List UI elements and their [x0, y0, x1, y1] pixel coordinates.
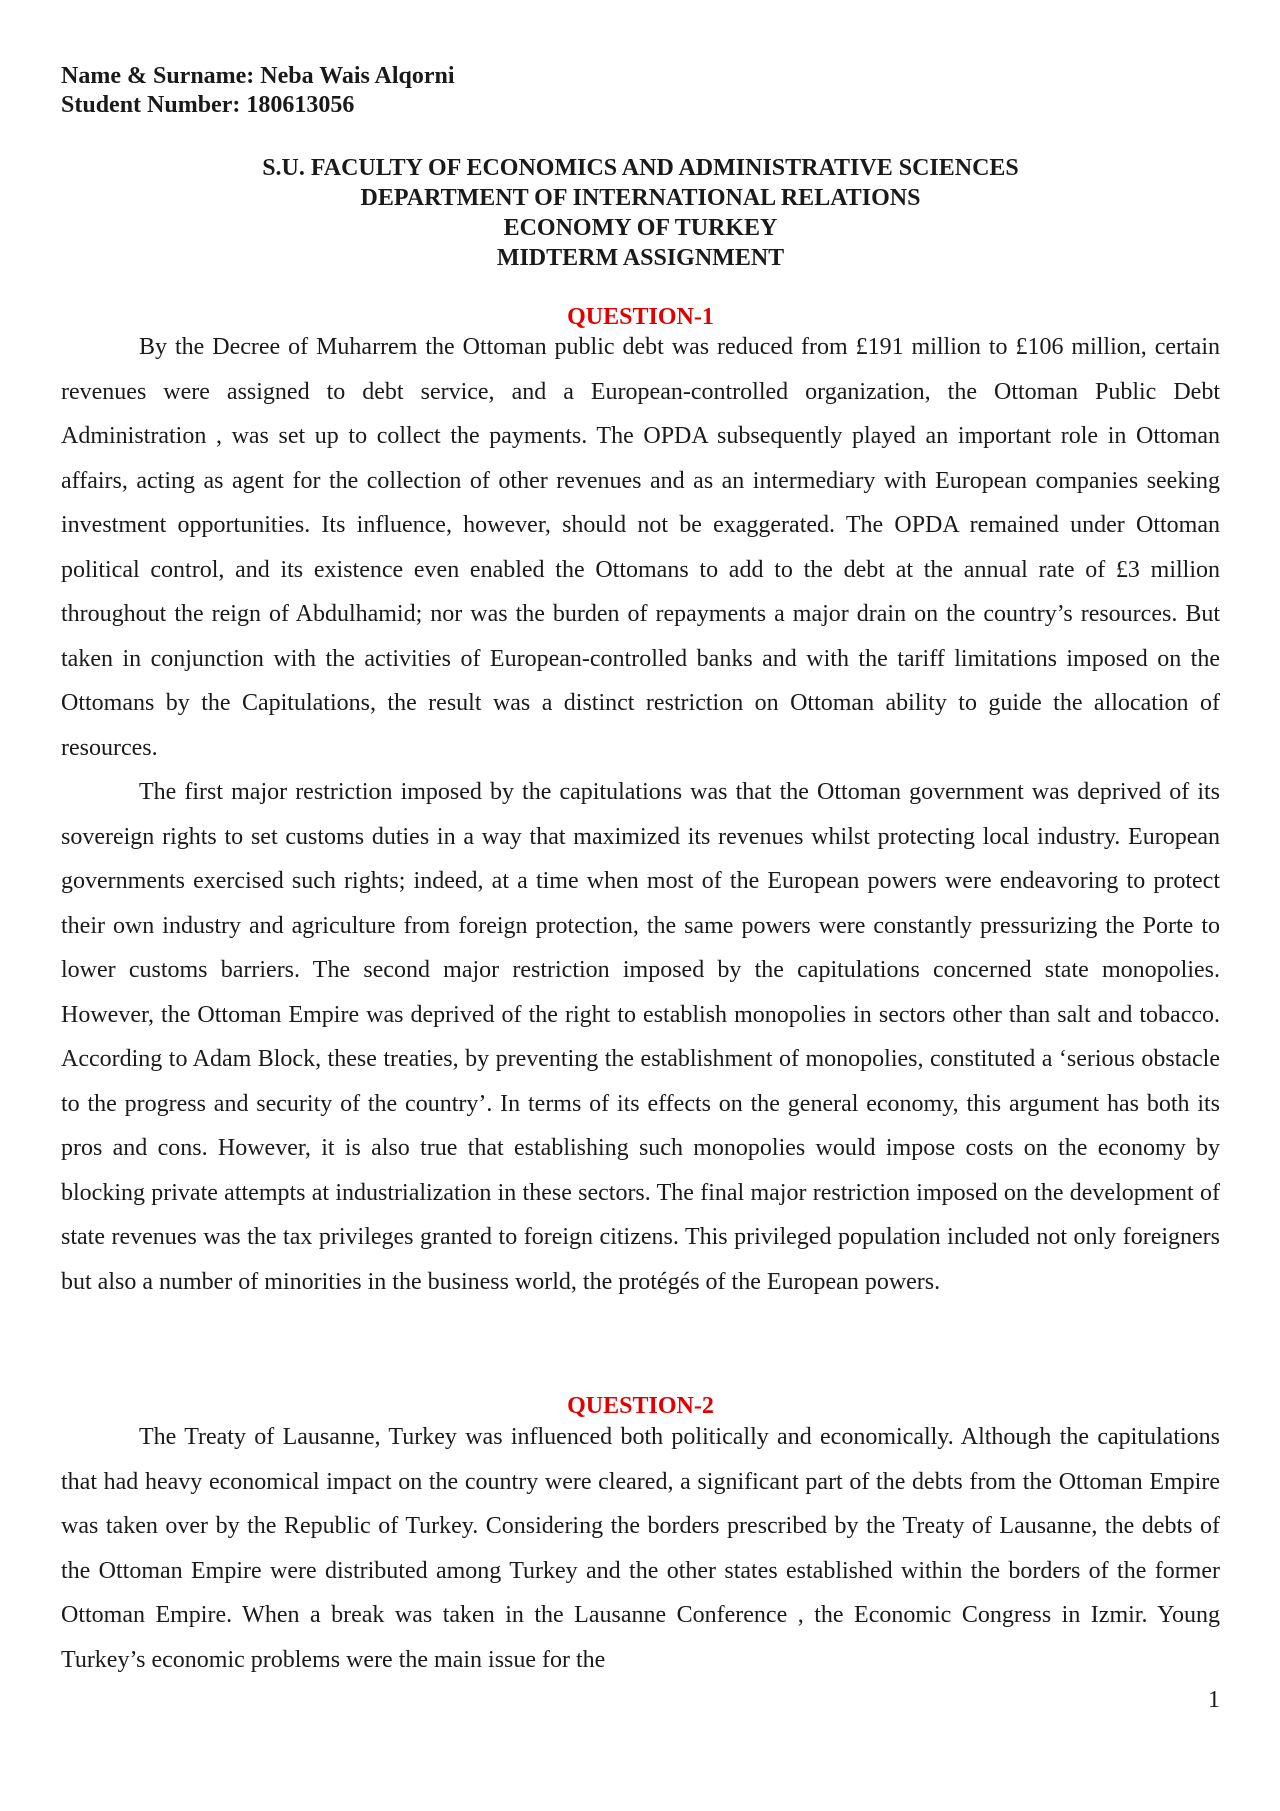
question-2-body [61, 1415, 1220, 1682]
faculty-title: S.U. FACULTY OF ECONOMICS AND ADMINISTRATIVE SCIENCES [262, 155, 1019, 181]
question-2-paragraph-1: The Treaty of Lausanne, Turkey was influenced both politically and economically. Although the capitulations that had heavy economical impact on the country were cleared, a significant part of the debts from the Ottoman Empire was taken over by the Republic of Turkey. Considering the borders prescribed by the Treaty of Lausanne, the debts of the Ottoman Empire were distributed among Turkey and the other states established within the borders of the former Ottoman Empire. When a break was taken in the Lausanne Conference , the Economic Congress in Izmir. Young Turkey’s economic problems were the main issue for the [61, 1424, 1220, 1673]
document-header [61, 153, 1220, 273]
question-1-paragraph-1: By the Decree of Muharrem the Ottoman public debt was reduced from £191 million to £106 million, certain revenues were assigned to debt service, and a European-controlled organization, the Ottoman Public Debt Administration , was set up to collect the payments. The OPDA subsequently played an important role in Ottoman affairs, acting as agent for the collection of other revenues and as an intermediary with European companies seeking investment opportunities. Its influence, however, should not be exaggerated. The OPDA remained under Ottoman political control, and its existence even enabled the Ottomans to add to the debt at the annual rate of £3 million throughout the reign of Abdulhamid; nor was the burden of repayments a major drain on the country’s resources. But taken in conjunction with the activities of European-controlled banks and with the tariff limitations imposed on the Ottomans by the Capitulations, the result was a distinct restriction on Ottoman ability to guide the allocation of resources. [61, 334, 1220, 761]
page-number: 1 [1208, 1687, 1220, 1713]
student-number: Student Number: 180613056 [61, 92, 355, 118]
question-1-body [61, 325, 1220, 1304]
question-1-heading: QUESTION-1 [567, 304, 714, 330]
course-title: ECONOMY OF TURKEY [503, 215, 778, 241]
student-info [61, 62, 455, 120]
question-1-paragraph-2: The first major restriction imposed by the capitulations was that the Ottoman government was deprived of its sovereign rights to set customs duties in a way that maximized its revenues whilst protecting local industry. European governments exercised such rights; indeed, at a time when most of the European powers were endeavoring to protect their own industry and agriculture from foreign protection, the same powers were constantly pressurizing the Porte to lower customs barriers. The second major restriction imposed by the capitulations concerned state monopolies. However, the Ottoman Empire was deprived of the right to establish monopolies in sectors other than salt and tobacco. According to Adam Block, these treaties, by preventing the establishment of monopolies, constituted a ‘serious obstacle to the progress and security of the country’. In terms of its effects on the general economy, this argument has both its pros and cons. However, it is also true that establishing such monopolies would impose costs on the economy by blocking private attempts at industrialization in these sectors. The final major restriction imposed on the development of state revenues was the tax privileges granted to foreign citizens. This privileged population included not only foreigners but also a number of minorities in the business world, the protégés of the European powers. [61, 779, 1220, 1295]
department-title: DEPARTMENT OF INTERNATIONAL RELATIONS [360, 185, 921, 211]
question-2-heading: QUESTION-2 [567, 1393, 714, 1419]
student-name: Name & Surname: Neba Wais Alqorni [61, 63, 455, 89]
assignment-title: MIDTERM ASSIGNMENT [496, 245, 785, 271]
